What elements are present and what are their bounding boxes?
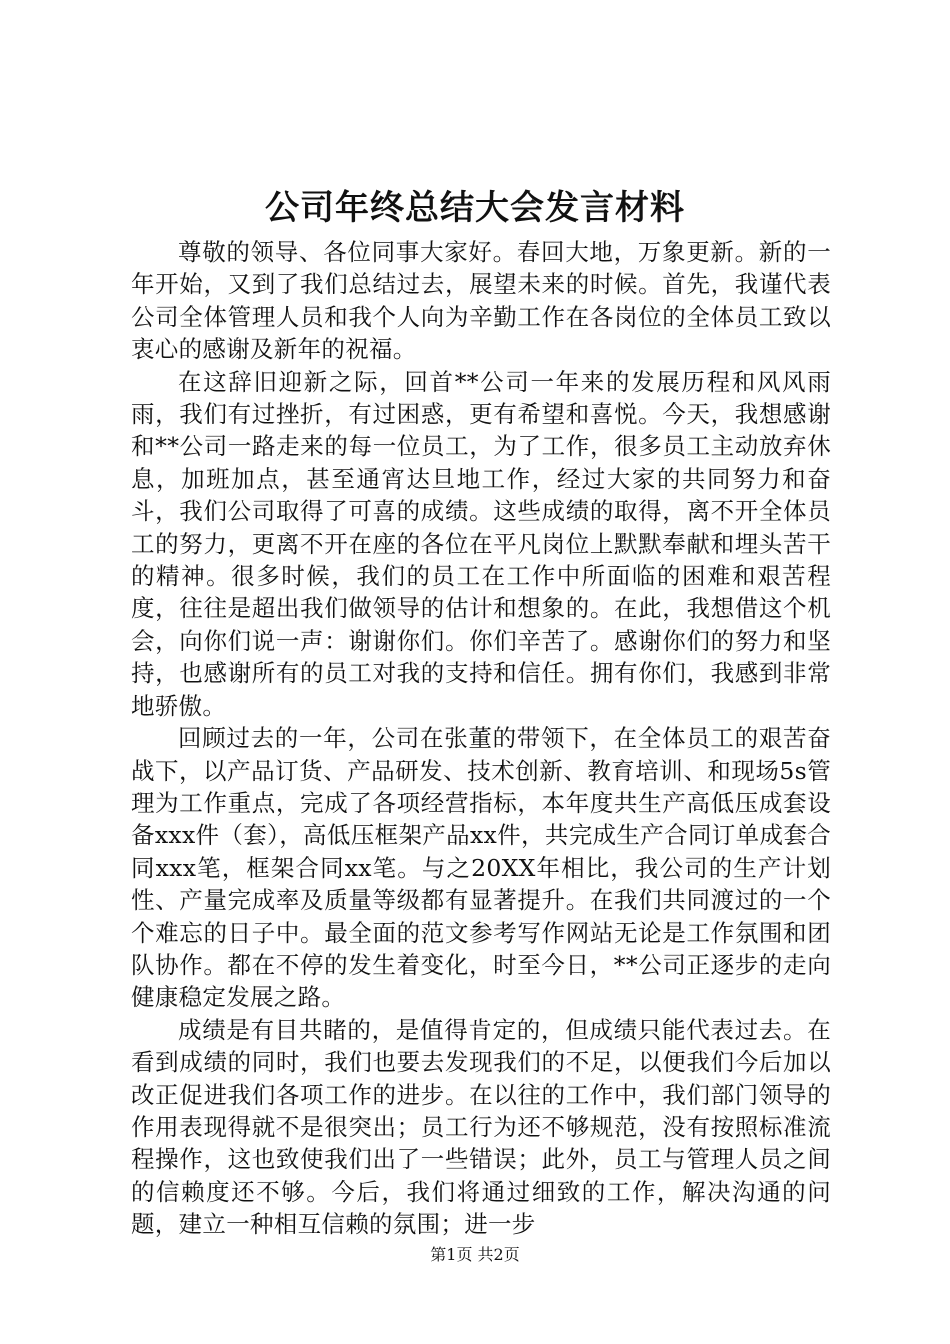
document-body: [131, 236, 831, 1241]
paragraph-greeting: 尊敬的领导、各位同事大家好。春回大地，万象更新。新的一年开始，又到了我们总结过去，展望未来的时候。首先，我谨代表公司全体管理人员和我个人向为辛勤工作在各岗位的全体员工致以衷心的感谢及新年的祝福。: [131, 238, 831, 364]
paragraph-review: 回顾过去的一年，公司在张董的带领下，在全体员工的艰苦奋战下，以产品订货、产品研发、技术创新、教育培训、和现场5s管理为工作重点，完成了各项经营指标，本年度共生产高低压成套设备xxx件（套），高低压框架产品xx件，共完成生产合同订单成套合同xxx笔，框架合同xx笔。与之20XX年相比，我公司的生产计划性、产量完成率及质量等级都有显著提升。在我们共同渡过的一个个难忘的日子中。最全面的范文参考写作网站无论是工作氛围和团队协作。都在不停的发生着变化，时至今日，**公司正逐步的走向健康稳定发展之路。: [131, 724, 831, 1012]
document-title: 公司年终总结大会发言材料: [265, 188, 685, 228]
paragraph-shortcomings: 成绩是有目共睹的，是值得肯定的，但成绩只能代表过去。在看到成绩的同时，我们也要去发现我们的不足，以便我们今后加以改正促进我们各项工作的进步。在以往的工作中，我们部门领导的作用表现得就不是很突出；员工行为还不够规范，没有按照标准流程操作，这也致使我们出了一些错误；此外，员工与管理人员之间的信赖度还不够。今后，我们将通过细致的工作，解决沟通的问题，建立一种相互信赖的氛围；进一步: [131, 1015, 831, 1239]
page-number: 第1页 共2页: [430, 1245, 520, 1264]
paragraph-thanks: 在这辞旧迎新之际，回首**公司一年来的发展历程和风风雨雨，我们有过挫折，有过困惑，更有希望和喜悦。今天，我想感谢和**公司一路走来的每一位员工，为了工作，很多员工主动放弃休息，加班加点，甚至通宵达旦地工作，经过大家的共同努力和奋斗，我们公司取得了可喜的成绩。这些成绩的取得，离不开全体员工的努力，更离不开在座的各位在平凡岗位上默默奉献和埋头苦干的精神。很多时候，我们的员工在工作中所面临的困难和艰苦程度，往往是超出我们做领导的估计和想象的。在此，我想借这个机会，向你们说一声：谢谢你们。你们辛苦了。感谢你们的努力和坚持，也感谢所有的员工对我的支持和信任。拥有你们，我感到非常地骄傲。: [131, 367, 831, 720]
